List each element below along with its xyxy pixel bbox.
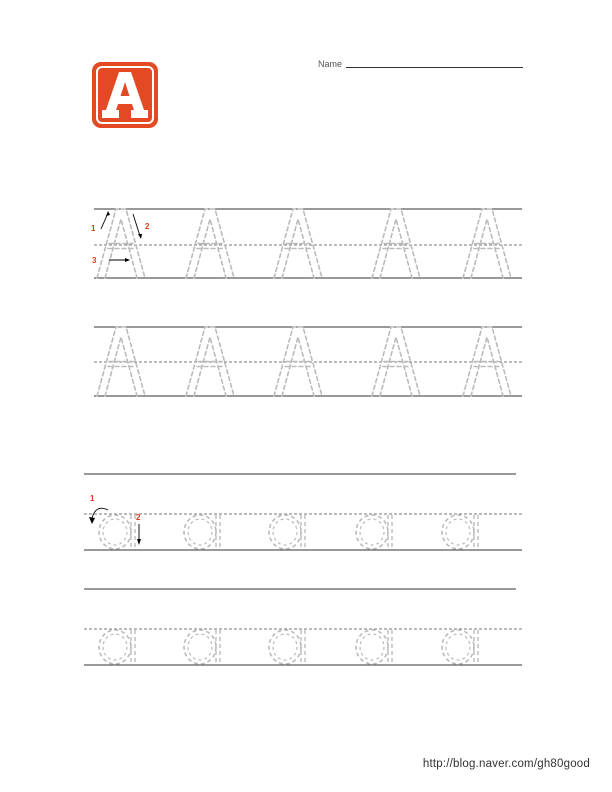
trace-letter-A[interactable]	[97, 209, 145, 278]
stroke-arrowhead-lower-2	[137, 539, 141, 545]
trace-letter-A[interactable]	[463, 209, 511, 278]
trace-letter-a[interactable]	[184, 515, 220, 549]
uppercase-row-1	[97, 209, 511, 278]
stroke-arrowhead-1	[106, 211, 110, 216]
trace-letter-A[interactable]	[274, 209, 322, 278]
trace-letter-a[interactable]	[99, 515, 135, 549]
lowercase-row-2	[99, 630, 478, 664]
stroke-arrow-lower-1	[92, 508, 108, 518]
trace-letter-A[interactable]	[372, 209, 420, 278]
stroke-label-3: 3	[92, 256, 97, 265]
trace-letter-a[interactable]	[356, 630, 392, 664]
name-label: Name	[318, 59, 343, 69]
stroke-label-1: 1	[91, 224, 96, 233]
trace-letter-a[interactable]	[269, 630, 305, 664]
stroke-arrowhead-lower-1	[89, 517, 95, 524]
footer-url[interactable]: http://blog.naver.com/gh80good	[422, 758, 590, 770]
trace-letter-a[interactable]	[356, 515, 392, 549]
stroke-arrowhead-3	[125, 258, 130, 262]
stroke-label-lower-1: 1	[90, 494, 95, 503]
stroke-arrowhead-2	[138, 234, 142, 239]
stroke-arrow-2	[133, 214, 140, 236]
stroke-label-lower-2: 2	[136, 513, 141, 522]
stroke-label-2: 2	[145, 222, 150, 231]
trace-letter-a[interactable]	[184, 630, 220, 664]
uppercase-stroke-order-guide	[91, 211, 150, 265]
trace-letter-a[interactable]	[99, 630, 135, 664]
trace-letter-a[interactable]	[442, 630, 478, 664]
lowercase-stroke-order-guide	[89, 494, 141, 545]
trace-letter-A[interactable]	[186, 209, 234, 278]
trace-letter-a[interactable]	[442, 515, 478, 549]
lowercase-row-1	[99, 515, 478, 549]
trace-letter-a[interactable]	[269, 515, 305, 549]
